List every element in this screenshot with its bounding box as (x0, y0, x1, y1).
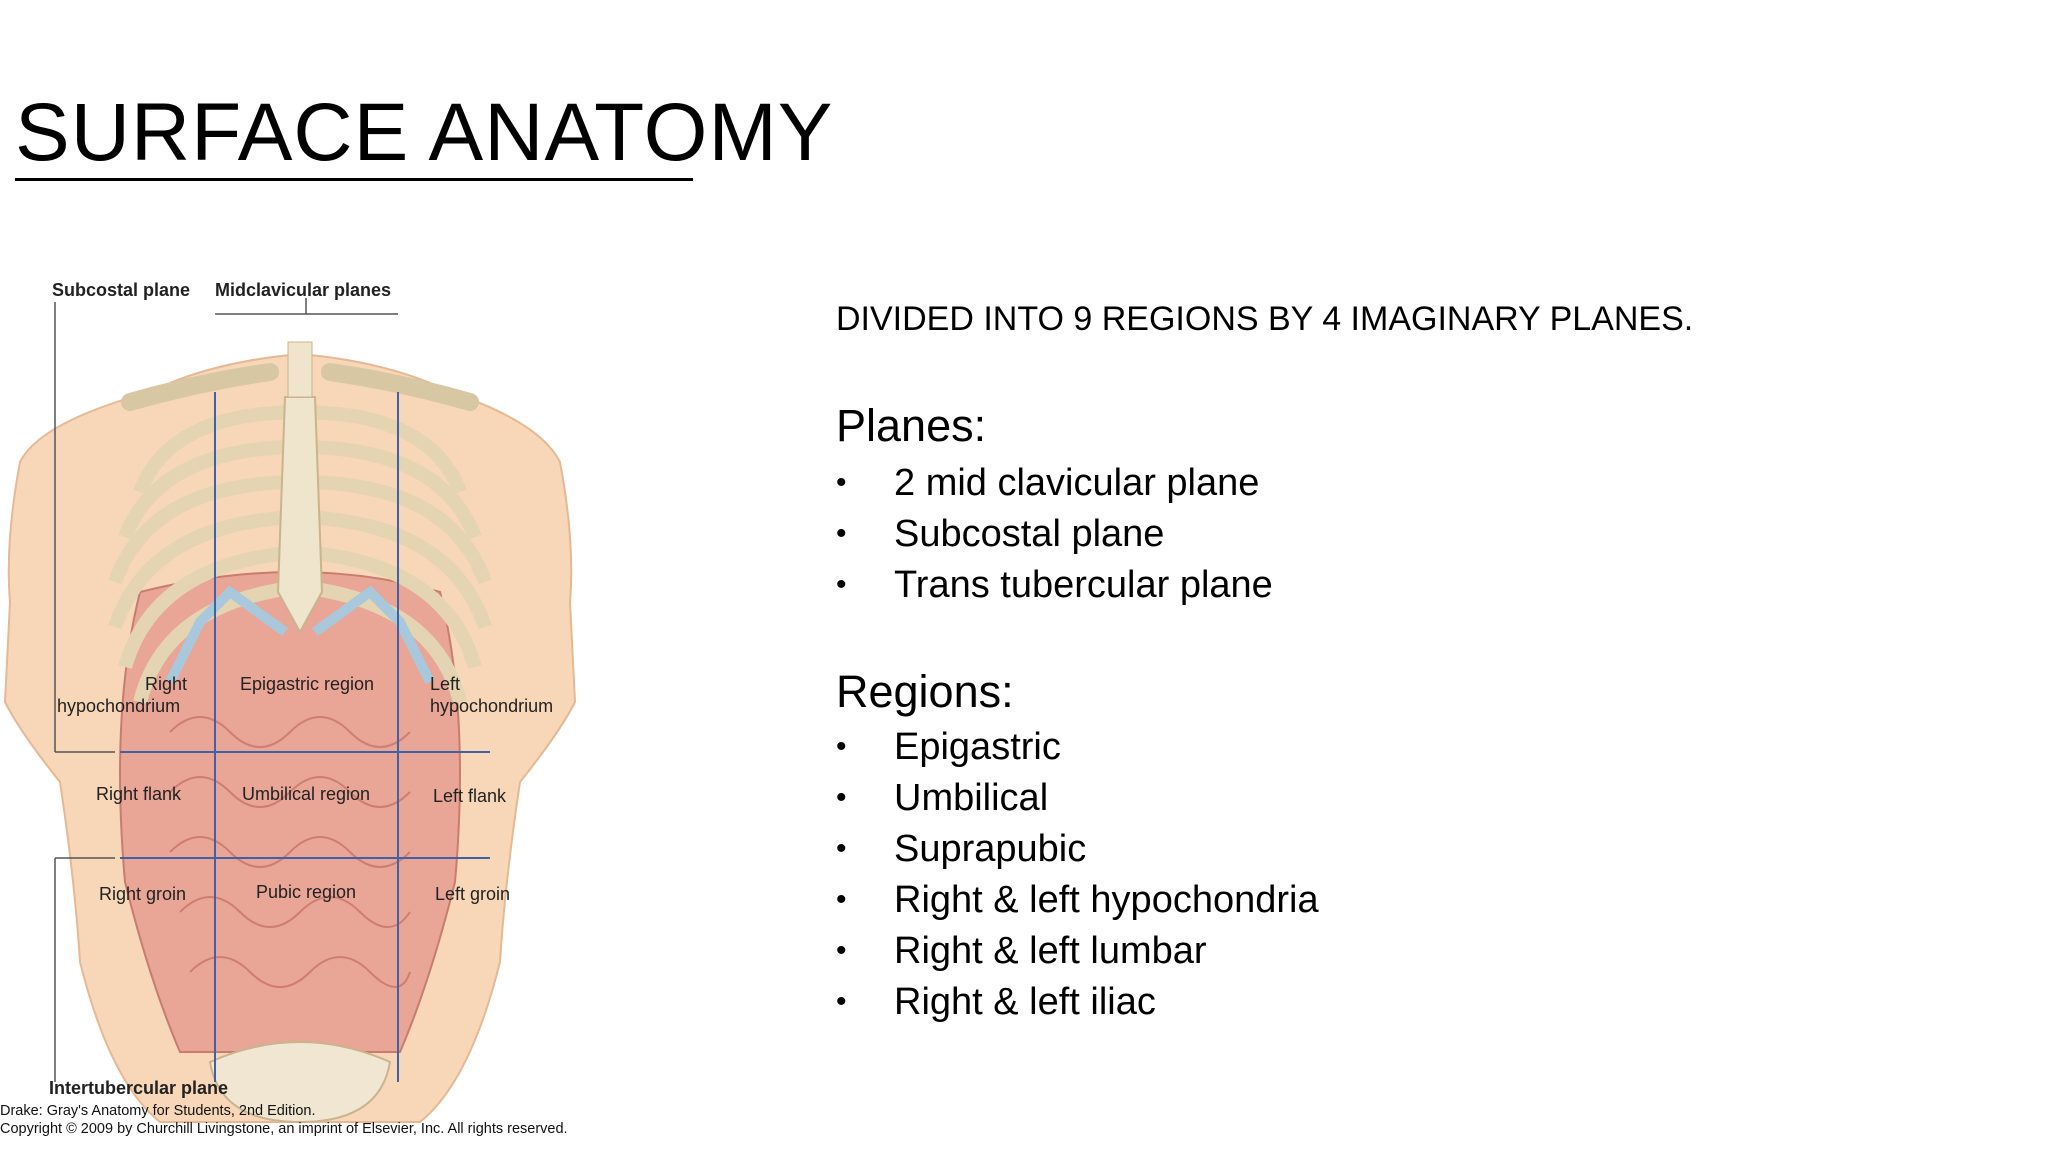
label-midclavicular-planes: Midclavicular planes (215, 280, 392, 300)
spine (288, 342, 312, 397)
label-left-hypochondrium-2: hypochondrium (430, 696, 554, 716)
slide-title: SURFACE ANATOMY (15, 87, 834, 178)
label-intertubercular-plane: Intertubercular plane (49, 1078, 229, 1098)
label-left-hypochondrium-1: Left (430, 674, 461, 694)
label-subcostal-plane: Subcostal plane (52, 280, 191, 300)
anatomy-figure (0, 262, 720, 1152)
figure-credit-line1: Drake: Gray's Anatomy for Students, 2nd Edition. (0, 1103, 316, 1119)
title-underline (15, 178, 693, 181)
label-left-groin: Left groin (435, 884, 511, 904)
label-pubic-region: Pubic region (256, 882, 357, 902)
planes-heading: Planes: (836, 400, 987, 451)
label-right-flank: Right flank (96, 784, 182, 804)
label-epigastric-region: Epigastric region (240, 674, 375, 694)
figure-credit-line2: Copyright © 2009 by Churchill Livingstone, an imprint of Elsevier, Inc. All rights reserved. (0, 1121, 568, 1137)
regions-heading: Regions: (836, 666, 1014, 717)
label-left-flank: Left flank (433, 786, 507, 806)
label-right-hypochondrium-1: Right (145, 674, 188, 694)
label-umbilical-region: Umbilical region (242, 784, 371, 804)
label-right-groin: Right groin (99, 884, 187, 904)
sternum (278, 397, 322, 632)
intro-text: DIVIDED INTO 9 REGIONS BY 4 IMAGINARY PLANES. (836, 300, 1694, 338)
label-right-hypochondrium-2: hypochondrium (57, 696, 181, 716)
